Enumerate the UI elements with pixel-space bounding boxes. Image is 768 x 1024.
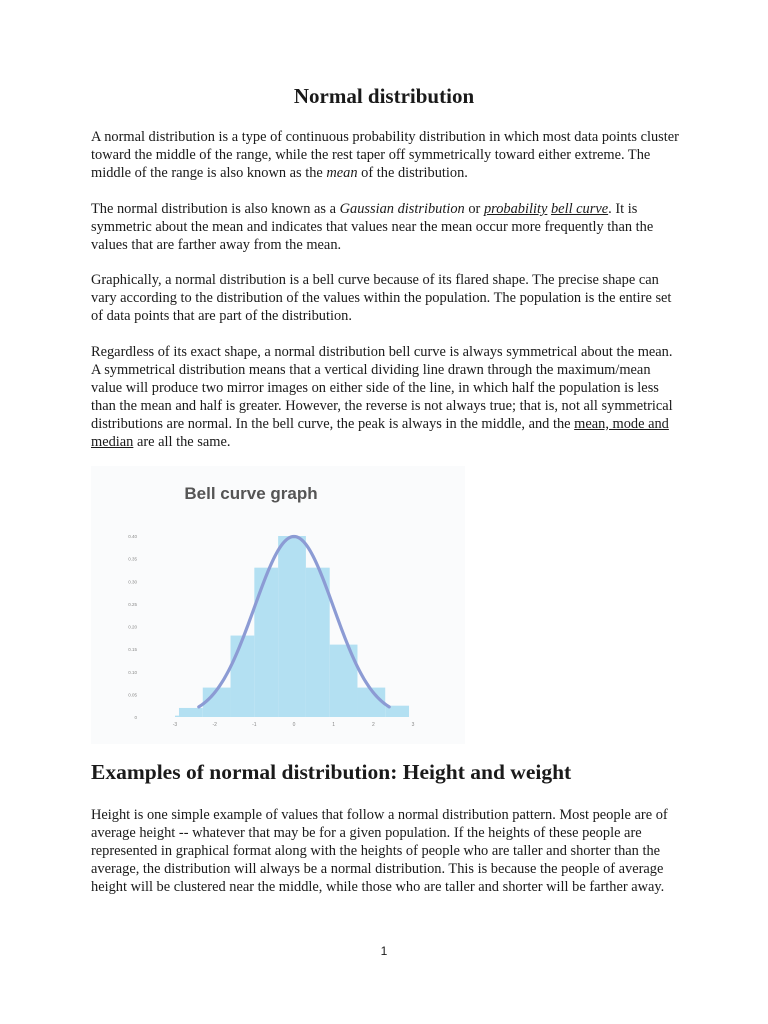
histogram-bar xyxy=(254,568,278,717)
histogram-bars xyxy=(175,536,409,717)
y-tick-label: 0.25 xyxy=(128,601,137,607)
y-tick-label: 0.35 xyxy=(128,556,137,562)
paragraph-text: or xyxy=(464,201,484,217)
inline-link[interactable]: mean, mode and median xyxy=(91,415,669,450)
emphasis-text: Gaussian distribution xyxy=(339,201,465,217)
chart-title: Bell curve graph xyxy=(184,484,318,503)
x-tick-label: 0 xyxy=(292,722,296,728)
y-tick-label: 0.05 xyxy=(128,692,137,698)
inline-link[interactable]: probability xyxy=(483,201,548,217)
y-tick-label: 0.15 xyxy=(128,647,137,653)
x-tick-label: 2 xyxy=(371,722,375,728)
paragraph-text: are all the same. xyxy=(133,433,231,450)
paragraph-text: . It is symmetric about the mean and indicates that values near the mean occur more frequently than the values that are farther away from the mean. xyxy=(91,201,654,253)
histogram-bar xyxy=(231,636,255,717)
x-tick-label: 3 xyxy=(411,722,415,728)
intro-paragraph xyxy=(91,129,681,183)
y-tick-label: 0 xyxy=(134,715,137,720)
symmetry-paragraph xyxy=(91,344,681,451)
emphasis-text: mean xyxy=(326,164,358,181)
histogram-bar xyxy=(278,536,306,717)
paragraph-text: Graphically, a normal distribution is a bell curve because of its flared shape. The precise shape can vary according to the distribution of the values within the population. The population is the entire set of data points that are part of the distribution. xyxy=(91,272,672,324)
bell-curve-figure xyxy=(91,466,465,744)
y-tick-label: 0.10 xyxy=(128,669,137,675)
x-tick-label: -2 xyxy=(212,722,217,728)
x-tick-label: -3 xyxy=(172,722,178,728)
y-tick-label: 0.30 xyxy=(128,579,137,585)
document-title: Normal distribution xyxy=(293,84,475,108)
paragraph-text: Height is one simple example of values that follow a normal distribution pattern. Most people are of average height -- whatever that may be for a given population. If the heights of these people are represented in graphical format along with the heights of people who are taller and shorter than the average, the distribution will always be a normal distribution. This is because the people of average height will be clustered near the middle, while those who are taller and shorter will be farther away. xyxy=(91,807,668,895)
bell-curve-chart xyxy=(91,466,465,744)
paragraph-text: Regardless of its exact shape, a normal distribution bell curve is always symmetrical about the mean. A symmetrical distribution means that a vertical dividing line drawn through the maximum/mean value will produce two mirror images on either side of the line, in which half the population is less than the mean and half is greater. However, the reverse is not always true; that is, not all symmetrical distributions are normal. In the bell curve, the peak is always in the middle, and the xyxy=(91,344,673,432)
y-tick-label: 0.40 xyxy=(128,534,137,539)
x-tick-label: 1 xyxy=(332,722,336,728)
section-heading: Examples of normal distribution: Height and weight xyxy=(91,760,572,784)
shape-paragraph xyxy=(91,272,681,326)
histogram-bar xyxy=(175,716,179,717)
histogram-bar xyxy=(179,708,203,717)
gaussian-paragraph xyxy=(91,201,681,255)
inline-link[interactable]: bell curve xyxy=(550,201,609,217)
page-number: 1 xyxy=(380,944,388,958)
paragraph-text: of the distribution. xyxy=(357,164,468,181)
x-axis-ticks xyxy=(173,722,415,728)
x-tick-label: -1 xyxy=(252,722,257,728)
y-axis-ticks xyxy=(128,534,137,720)
paragraph-text: The normal distribution is also known as a xyxy=(91,201,340,217)
paragraph-text: A normal distribution is a type of continuous probability distribution in which most data points cluster toward the middle of the range, while the rest taper off symmetrically toward either extreme. The middle of the range is also known as the xyxy=(91,129,679,181)
height-paragraph xyxy=(91,807,681,897)
y-tick-label: 0.20 xyxy=(128,624,137,630)
